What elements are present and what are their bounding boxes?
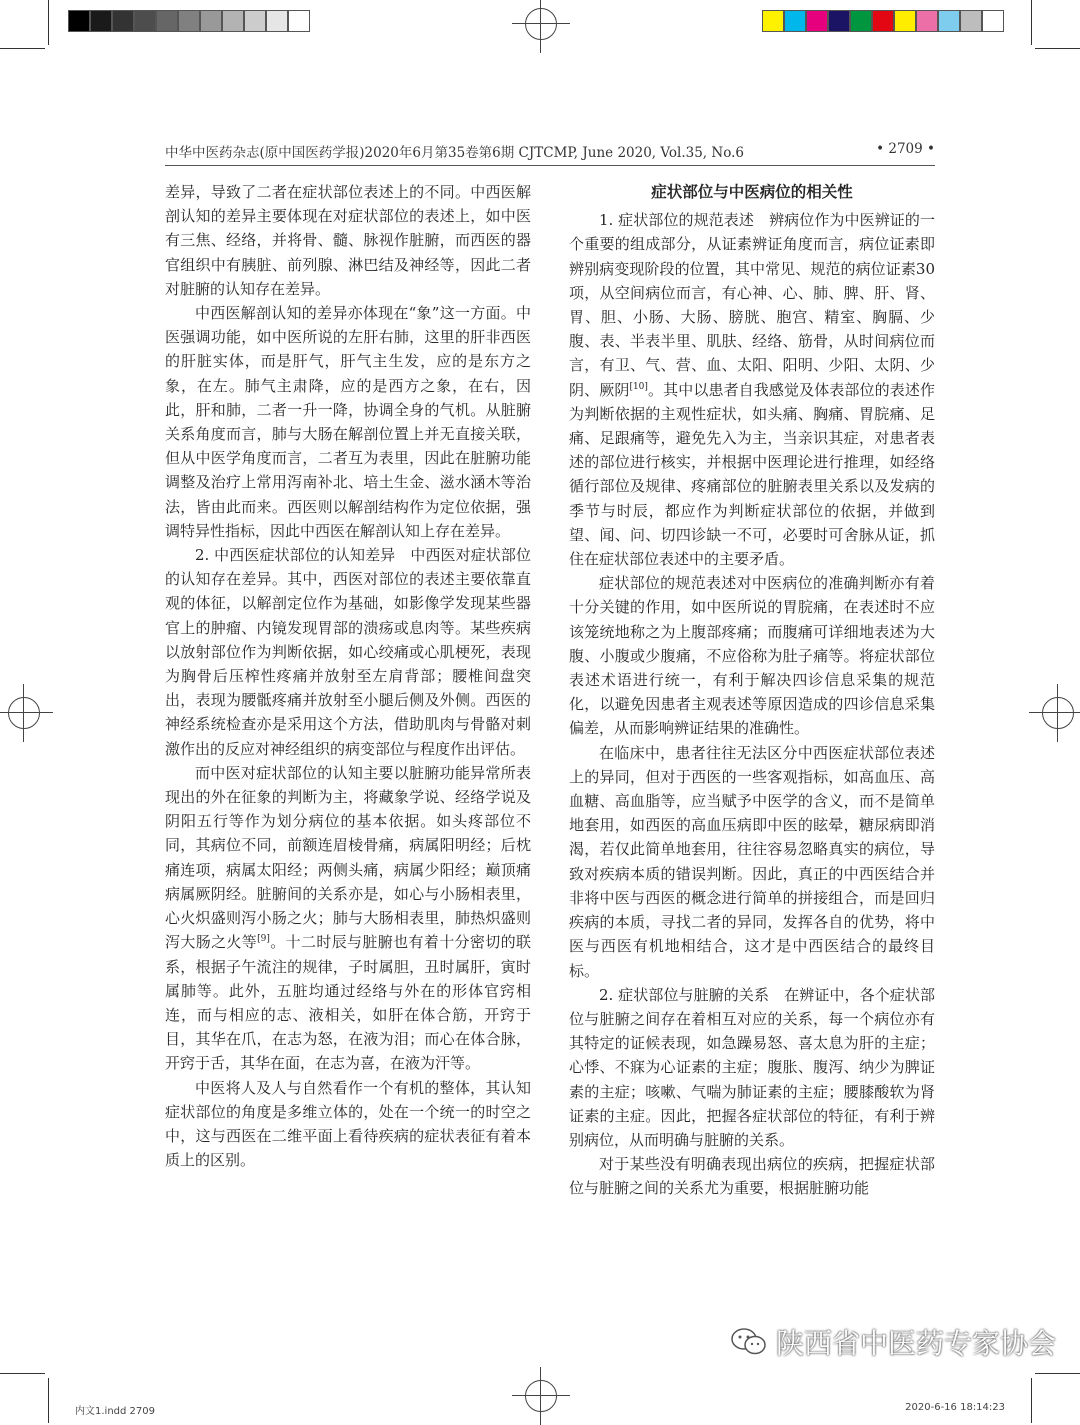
paragraph-text: 。十二时辰与脏腑也有着十分密切的联系，根据子午流注的规律，子时属胆，丑时属肝，寅时属肺等。此外，五脏均通过经络与外在的形体官窍相连，而与相应的志、液相关，如肝在体合筋，开窍于目，其华在爪，在志为怒，在液为泪；而心在体合脉，开窍于舌，其华在面，在志为喜，在液为汗等。 [165, 933, 531, 1073]
citation-ref: [9] [257, 934, 270, 945]
paragraph-text: 辨病位作为中医辨证的一个重要的组成部分，从证素辨证角度而言，病位证素即辨别病变现阶段的位置，其中常见、规范的病位证素30项，从空间病位而言，有心神、心、肺、脾、肝、肾、胃、胆、小肠、大肠、膀胱、胞宫、精室、胸膈、少腹、表、半表半里、肌肤、经络、筋骨，从时间病位而言，有卫、气、营、血、太阳、阳明、少阳、太阴、少阴、厥阴 [569, 211, 935, 399]
section-title: 症状部位与中医病位的相关性 [651, 183, 853, 201]
color-swatch [828, 10, 850, 32]
color-swatch [200, 10, 222, 32]
crop-mark [48, 0, 49, 45]
subsection-heading: 1. 症状部位的规范表述 [599, 211, 754, 230]
right-column [569, 180, 935, 1201]
registration-mark-icon [525, 8, 557, 40]
crop-mark [1031, 1378, 1032, 1423]
color-swatch [244, 10, 266, 32]
paragraph: 在临床中，患者往往无法区分中西医症状部位表述上的异同，但对于西医的一些客观指标，如高血压、高血糖、高血脂等，应当赋予中医学的含义，而不是简单地套用，如西医的高血压病即中医的眩晕，糖尿病即消渴，若仅此简单地套用，往往容易忽略真实的病位，导致对疾病本质的错误判断。因此，真正的中西医结合并非将中医与西医的概念进行简单的拼接组合，而是回归疾病的本质，寻找二者的异同，发挥各自的优势，将中医与西医有机地相结合，这才是中西医结合的最终目标。 [569, 743, 935, 980]
crop-mark [1035, 1373, 1080, 1374]
crop-mark [1035, 48, 1080, 49]
citation-ref: [10] [629, 381, 648, 392]
color-swatch [850, 10, 872, 32]
wechat-watermark [730, 1322, 1056, 1362]
color-swatch [806, 10, 828, 32]
crop-mark [48, 1378, 49, 1423]
file-slug: 内文1.indd 2709 [75, 1406, 155, 1417]
color-swatch [872, 10, 894, 32]
color-swatch [134, 10, 156, 32]
registration-mark-icon [525, 1380, 557, 1412]
paragraph-text: 而中医对症状部位的认知主要以脏腑功能异常所表现出的外在征象的判断为主，将藏象学说、经络学说及阴阳五行等作为划分病位的基本依据。如头疼部位不同，其病位不同，前额连眉棱骨痛，病属阳明经；后枕痛连项，病属太阳经；两侧头痛，病属少阳经；巅顶痛病属厥阴经。脏腑间的关系亦是，如心与小肠相表里，心火炽盛则泻小肠之火；肺与大肠相表里，肺热炽盛则泻大肠之火等 [165, 763, 531, 952]
process-color-bar [762, 10, 1004, 34]
left-column [165, 180, 531, 1172]
date-slug: 2020-6-16 18:14:23 [905, 1402, 1005, 1413]
page-number: • 2709 • [876, 141, 935, 157]
color-swatch [784, 10, 806, 32]
crop-mark [1031, 0, 1032, 45]
running-head [165, 141, 935, 163]
paragraph [569, 208, 935, 571]
journal-citation: 中华中医药杂志(原中国医药学报)2020年6月第35卷第6期 CJTCMP, June 2020, Vol.35, No.6 [165, 145, 744, 161]
subsection-heading: 2. 症状部位与脏腑的关系 [599, 985, 770, 1004]
color-swatch [916, 10, 938, 32]
color-swatch [178, 10, 200, 32]
color-swatch [90, 10, 112, 32]
color-swatch [68, 10, 90, 32]
paragraph [569, 983, 935, 1152]
paragraph-text: 在辨证中，各个症状部位与脏腑之间存在着相互对应的关系，每一个病位亦有其特定的证候表现，如急躁易怒、喜太息为肝的主症；心悸、不寐为心证素的主症；腹胀、腹泻、纳少为脾证素的主症；咳嗽、气喘为肺证素的主症；腰膝酸软为肾证素的主症。因此，把握各症状部位的特征，有利于辨别病位，从而明确与脏腑的关系。 [569, 985, 935, 1149]
grayscale-color-bar [68, 10, 310, 34]
paragraph-text: 中西医对症状部位的认知存在差异。其中，西医对部位的表述主要依靠直观的体征，以解剖定位作为基础，如影像学发现某些器官上的肿瘤、内镜发现胃部的溃疡或息肉等。某些疾病以放射部位作为判断依据，如心绞痛或心肌梗死，表现为胸骨后压榨性疼痛并放射至左肩背部；腰椎间盘突出，表现为腰骶疼痛并放射至小腿后侧及外侧。西医的神经系统检查亦是采用这个方法，借助肌肉与骨骼对刺激作出的反应对神经组织的病变部位与程度作出评估。 [165, 546, 531, 758]
crop-mark [0, 1373, 45, 1374]
crop-mark [0, 48, 45, 49]
color-swatch [982, 10, 1004, 32]
color-swatch [112, 10, 134, 32]
color-swatch [266, 10, 288, 32]
color-swatch [288, 10, 310, 32]
color-swatch [156, 10, 178, 32]
registration-mark-icon [8, 697, 40, 729]
paragraph: 中西医解剖认知的差异亦体现在“象”这一方面。中医强调功能，如中医所说的左肝右肺，这里的肝非西医的肝脏实体，而是肝气，肝气主生发，应的是东方之象，在左。肺气主肃降，应的是西方之象，在右，因此，肝和肺，二者一升一降，协调全身的气机。从脏腑关系角度而言，肺与大肠在解剖位置上并无直接关联，但从中医学角度而言，二者互为表里，因此在脏腑功能调整及治疗上常用泻南补北、培土生金、滋水涵木等治法，皆由此而来。西医则以解剖结构作为定位依据，强调特异性指标，因此中西医在解剖认知上存在差异。 [165, 304, 531, 540]
paragraph: 对于某些没有明确表现出病位的疾病，把握症状部位与脏腑之间的关系尤为重要，根据脏腑功能 [569, 1155, 935, 1198]
paragraph: 差异，导致了二者在症状部位表述上的不同。中西医解剖认知的差异主要体现在对症状部位的表述上，如中医有三焦、经络，并将骨、髓、脉视作脏腑，而西医的器官组织中有胰脏、前列腺、淋巴结及神经等，因此二者对脏腑的认知存在差异。 [165, 183, 531, 298]
paragraph: 中医将人及人与自然看作一个有机的整体，其认知症状部位的角度是多维立体的，处在一个统一的时空之中，这与西医在二维平面上看待疾病的症状表征有着本质上的区别。 [165, 1078, 531, 1170]
paragraph-text: 。其中以患者自我感觉及体表部位的表述作为判断依据的主观性症状，如头痛、胸痛、胃脘痛、足痛、足跟痛等，避免先入为主，当亲识其症，对患者表述的部位进行核实，并根据中医理论进行推理，如经络循行部位及规律、疼痛部位的脏腑表里关系以及发病的季节与时辰，都应作为判断症状部位的依据，并做到望、闻、问、切四诊缺一不可，必要时可舍脉从证，抓住在症状部位表述中的主要矛盾。 [569, 380, 935, 569]
subsection-heading: 2. 中西医症状部位的认知差异 [195, 546, 396, 565]
color-swatch [894, 10, 916, 32]
paragraph [165, 543, 531, 761]
watermark-text: 陕西省中医药专家协会 [776, 1327, 1057, 1360]
color-swatch [222, 10, 244, 32]
color-swatch [960, 10, 982, 32]
paragraph [165, 761, 531, 1076]
registration-mark-icon [1042, 697, 1074, 729]
color-swatch [762, 10, 784, 32]
color-swatch [938, 10, 960, 32]
wechat-icon [730, 1327, 768, 1357]
header-rule [165, 165, 935, 166]
paragraph: 症状部位的规范表述对中医病位的准确判断亦有着十分关键的作用，如中医所说的胃脘痛，在表述时不应该笼统地称之为上腹部疼痛；而腹痛可详细地表述为大腹、小腹或少腹痛，不应俗称为肚子痛等。将症状部位表述术语进行统一，有利于解决四诊信息采集的规范化，以避免因患者主观表述等原因造成的四诊信息采集偏差，从而影响辨证结果的准确性。 [569, 574, 935, 738]
